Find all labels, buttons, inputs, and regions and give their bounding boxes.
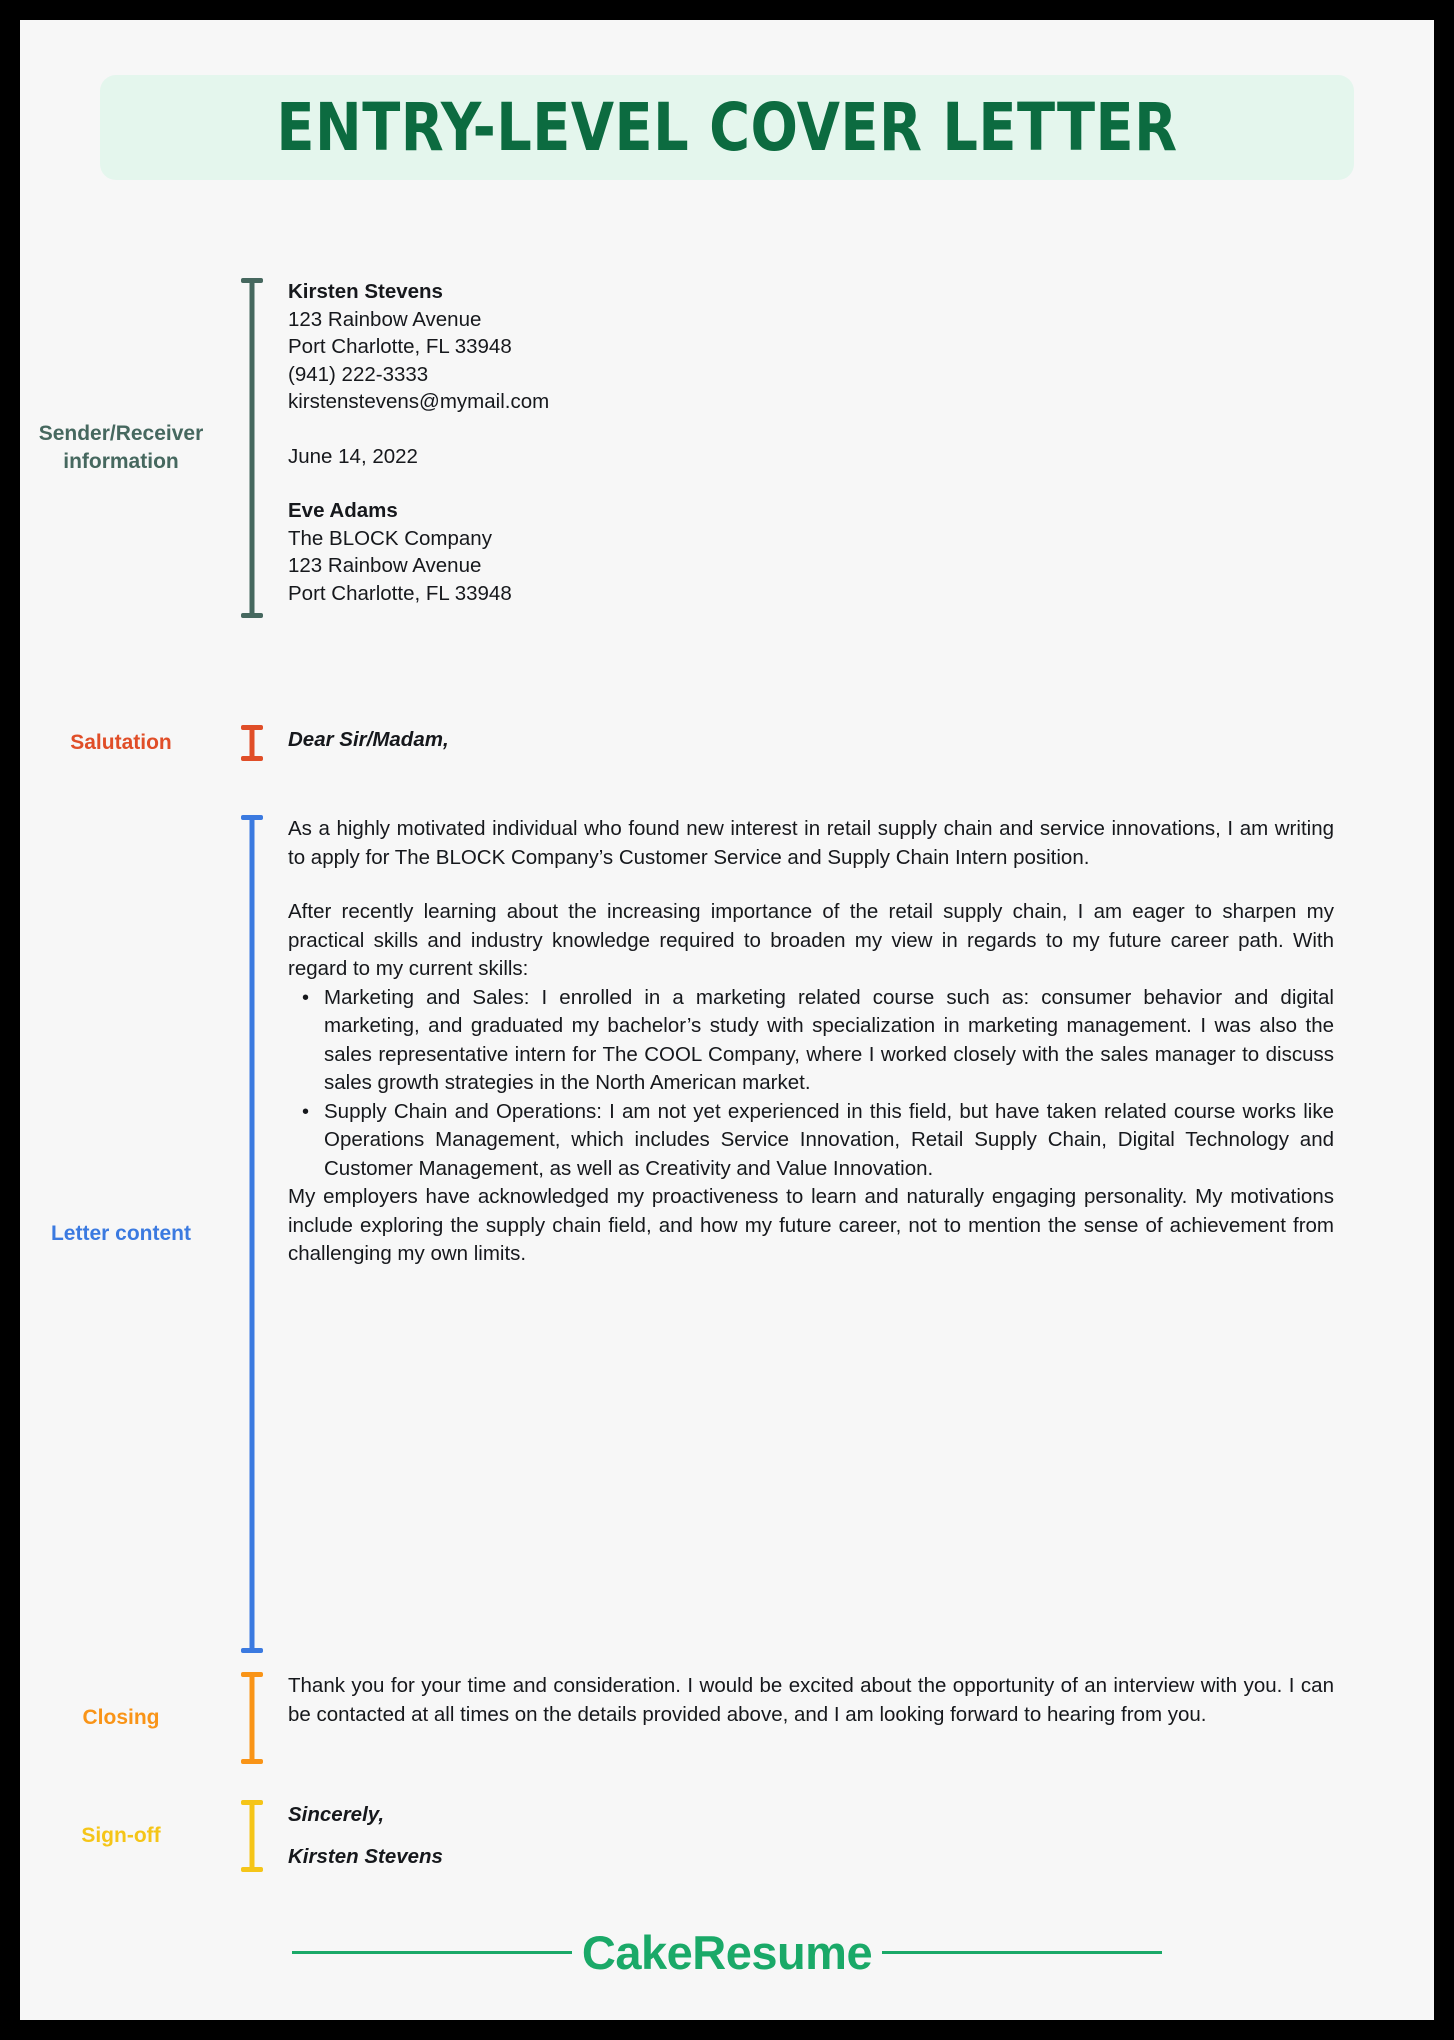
sender-email: kirstenstevens@mymail.com (288, 390, 550, 413)
letter-bullet-list (288, 984, 1334, 1184)
list-item: • Supply Chain and Operations: I am not yet experienced in this field, but have taken related course works like Operations Management, which includes Service Innovation, Retail Supply Chain, Digital Technology and Customer Management, as well as Creativity and Value Innovation. (288, 1098, 1334, 1184)
letter-content-section-label: Letter content (50, 1221, 191, 1245)
cover-letter-page (20, 20, 1434, 2020)
letter-paragraph-1: As a highly motivated individual who found new interest in retail supply chain and service innovations, I am writing to apply for The BLOCK Company’s Customer Service and Supply Chain Intern position. (288, 817, 1334, 869)
signoff-bracket-icon (241, 1800, 263, 1872)
sender-bracket-icon (241, 278, 263, 618)
letter-date: June 14, 2022 (288, 444, 418, 468)
receiver-address-1: 123 Rainbow Avenue (288, 554, 482, 577)
spacer-after-date (288, 470, 1434, 497)
signoff-line-1: Sincerely, (288, 1803, 385, 1826)
footer-rule-left (292, 1951, 572, 1954)
receiver-address-2: Port Charlotte, FL 33948 (288, 581, 512, 605)
closing-content (274, 1672, 1434, 1764)
list-item: • Marketing and Sales: I enrolled in a marketing related course such as: consumer behavior and digital marketing, and graduated my bachelor’s study with specialization in marketing management. I was also the sales representative intern for The COOL Company, where I worked closely with the sales manager to discuss sales growth strategies in the North American market. (288, 984, 1334, 1098)
page-title: ENTRY-LEVEL COVER LETTER (276, 89, 1178, 166)
salutation-label-wrap (20, 725, 230, 761)
signoff-section-label: Sign-off (81, 1823, 161, 1847)
salutation-bracket-icon (241, 725, 263, 761)
salutation-text: Dear Sir/Madam, (288, 728, 449, 751)
closing-bracket-icon (241, 1672, 263, 1764)
section-signoff (20, 1800, 1434, 1872)
sender-name: Kirsten Stevens (288, 280, 443, 303)
letter-paragraph-3: My employers have acknowledged my proactiveness to learn and naturally engaging personality. My motivations include exploring the supply chain field, and how my future career, not to mention the sense of achievement from challenging my own limits. (288, 1185, 1334, 1265)
receiver-name: Eve Adams (288, 499, 398, 522)
sender-address-2: Port Charlotte, FL 33948 (288, 335, 512, 358)
closing-bracket-wrap (230, 1672, 274, 1764)
letter-bracket-wrap (230, 815, 274, 1653)
sender-label-wrap (20, 278, 230, 618)
salutation-bracket-wrap (230, 725, 274, 761)
cakeresume-logo: CakeResume (581, 1926, 873, 1979)
section-sender-receiver (20, 278, 1434, 618)
receiver-company: The BLOCK Company (288, 526, 492, 550)
section-letter-content (20, 815, 1434, 1653)
closing-text: Thank you for your time and consideration. I would be excited about the opportunity of an interview with you. I can be contacted at all times on the details provided above, and I am looking forward to hearing from you. (288, 1674, 1334, 1726)
letter-paragraph-2: After recently learning about the increasing importance of the retail supply chain, I am eager to sharpen my practical skills and industry knowledge required to broaden my view in regards to my future career path. With regard to my current skills: (288, 900, 1334, 980)
section-salutation (20, 725, 1434, 761)
signoff-bracket-wrap (230, 1800, 274, 1872)
sender-label-line1: Sender/Receiver (38, 421, 204, 445)
sender-section-label (39, 420, 204, 477)
salutation-content (274, 725, 1434, 761)
letter-label-wrap (20, 815, 230, 1653)
footer (20, 1925, 1434, 1980)
salutation-section-label: Salutation (70, 730, 172, 754)
closing-section-label: Closing (82, 1705, 160, 1729)
sender-address-1: 123 Rainbow Avenue (288, 307, 482, 331)
letter-content-body (274, 815, 1434, 1653)
signoff-line-2: Kirsten Stevens (288, 1845, 443, 1868)
signoff-content (274, 1800, 1434, 1872)
signoff-label-wrap (20, 1800, 230, 1872)
sender-label-line2: information (63, 450, 179, 473)
sender-bracket-wrap (230, 278, 274, 618)
footer-rule-right (882, 1951, 1162, 1954)
sender-phone: (941) 222-3333 (288, 362, 429, 386)
section-closing (20, 1672, 1434, 1764)
closing-label-wrap (20, 1672, 230, 1764)
spacer-after-sender (288, 416, 1434, 443)
sender-receiver-content (274, 278, 1434, 618)
letter-bracket-icon (241, 815, 263, 1653)
